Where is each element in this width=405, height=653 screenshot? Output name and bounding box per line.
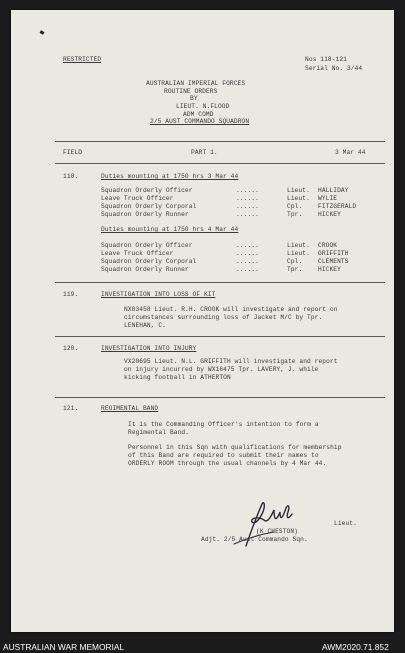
item-body-line: It is the Commanding Officer's intention to form a xyxy=(128,421,319,428)
duty-dots: ...... xyxy=(236,187,259,194)
footer-accession: AWM2020.71.852 xyxy=(322,642,389,652)
signatory-rank: Lieut. xyxy=(334,520,357,527)
item-body-line: of this Band are required to submit their names to xyxy=(128,452,319,459)
divider xyxy=(55,336,385,337)
duty-name: HICKEY xyxy=(318,266,341,273)
duty-rank: Lieut. xyxy=(287,187,310,194)
item-body-line: ORDERLY ROOM through the usual channels by 4 Mar 44. xyxy=(128,460,327,467)
item-body-line: VX20695 Lieut. N.L. GRIFFITH will investigate and report xyxy=(124,358,338,365)
title-line-4: LIEUT. N.FLOOD xyxy=(176,103,230,110)
duty-dots: ...... xyxy=(236,250,259,257)
duty-role: Squadron Orderly Runner xyxy=(101,211,189,218)
title-line-2: ROUTINE ORDERS xyxy=(164,88,218,95)
duty-role: Squadron Orderly Officer xyxy=(101,242,193,249)
duties-heading: Duties mounting at 1750 hrs 3 Mar 44 xyxy=(101,173,239,180)
order-numbers: Nos 118-121 xyxy=(305,56,347,63)
item-body-line: circumstances surrounding loss of Jacket M/C by Tpr. xyxy=(124,314,323,321)
part-date: 3 Mar 44 xyxy=(335,149,366,156)
duty-name: CROOK xyxy=(318,242,338,249)
duty-dots: ...... xyxy=(236,211,259,218)
duty-dots: ...... xyxy=(236,266,259,273)
duty-role: Squadron Orderly Officer xyxy=(101,187,193,194)
duty-name: HICKEY xyxy=(318,211,341,218)
duty-rank: Cpl. xyxy=(287,203,303,210)
duty-name: GRIFFITH xyxy=(318,250,349,257)
item-body-line: on injury incurred by WX16475 Tpr. LAVERY, J. while xyxy=(124,366,319,373)
duty-role: Squadron Orderly Runner xyxy=(101,266,189,273)
restricted-label: RESTRICTED xyxy=(63,56,102,63)
divider xyxy=(55,397,385,398)
signatory-appointment: Adjt. 2/5 Aust Commando Sqn. xyxy=(201,536,308,543)
item-number: 120. xyxy=(63,345,79,352)
title-line-3: BY xyxy=(190,95,198,102)
field-label: FIELD xyxy=(63,149,83,156)
duty-role: Squadron Orderly Corporal xyxy=(101,258,197,265)
duty-rank: Cpl. xyxy=(287,258,303,265)
item-body-line: NX83458 Lieut. R.H. CROOK will investigate and report on xyxy=(124,306,338,313)
title-line-5: ADM COMD xyxy=(183,111,214,118)
divider xyxy=(55,141,385,142)
item-heading: REGIMENTAL BAND xyxy=(101,405,159,412)
item-body-line: kicking football in ATHERTON xyxy=(124,374,231,381)
duty-rank: Lieut. xyxy=(287,242,310,249)
title-line-6: 2/5 AUST COMMANDO SQUADRON xyxy=(150,118,250,125)
duty-dots: ...... xyxy=(236,195,259,202)
duty-rank: Tpr. xyxy=(287,266,303,273)
item-body-line: Regimental Band. xyxy=(128,429,190,436)
duties-heading: Duties mounting at 1750 hrs 4 Mar 44 xyxy=(101,226,239,233)
duty-role: Leave Truck Officer xyxy=(101,195,174,202)
item-number: 119. xyxy=(63,291,79,298)
duty-dots: ...... xyxy=(236,258,259,265)
divider xyxy=(55,282,385,283)
handwritten-signature xyxy=(228,494,298,554)
item-heading: INVESTIGATION INTO LOSS OF KIT xyxy=(101,291,216,298)
item-number: 121. xyxy=(63,405,79,412)
duty-dots: ...... xyxy=(236,203,259,210)
part-label: PART 1. xyxy=(191,149,218,156)
duty-dots: ...... xyxy=(236,242,259,249)
item-body-line: Personnel in this Sqn with qualifications for membership xyxy=(128,444,342,451)
item-body-line: LENEHAN, C. xyxy=(124,322,166,329)
duty-name: CLEMENTS xyxy=(318,258,349,265)
duty-rank: Lieut. xyxy=(287,250,310,257)
signatory-name: (K CHESTON) xyxy=(256,528,298,535)
footer-bar xyxy=(0,640,405,653)
item-heading: INVESTIGATION INTO INJURY xyxy=(101,345,197,352)
title-line-1: AUSTRALIAN IMPERIAL FORCES xyxy=(146,80,246,87)
duty-name: HALLIDAY xyxy=(318,187,349,194)
duty-role: Squadron Orderly Corporal xyxy=(101,203,197,210)
divider xyxy=(55,163,385,164)
duty-rank: Tpr. xyxy=(287,211,303,218)
duty-rank: Lieut. xyxy=(287,195,310,202)
duty-name: WYLIE xyxy=(318,195,338,202)
item-number: 118. xyxy=(63,173,79,180)
footer-source: AUSTRALIAN WAR MEMORIAL xyxy=(3,642,125,652)
serial-number: Serial No. 3/44 xyxy=(305,65,363,72)
duty-role: Leave Truck Officer xyxy=(101,250,174,257)
duty-name: FITZGERALD xyxy=(318,203,357,210)
